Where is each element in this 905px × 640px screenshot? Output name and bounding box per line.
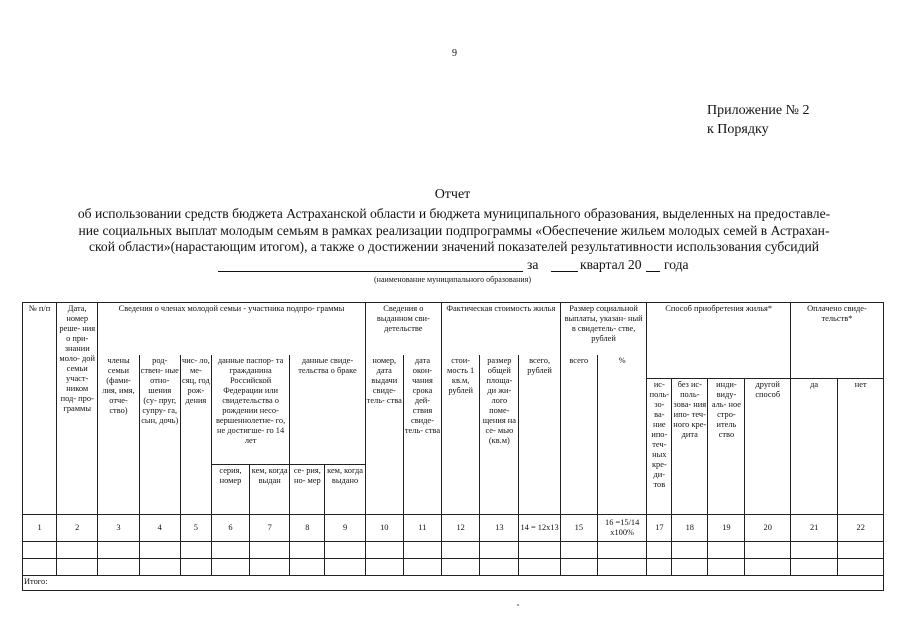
table-cell[interactable]: [98, 542, 139, 559]
column-number-cell: 8: [290, 515, 325, 542]
total-label: Итого:: [23, 576, 884, 591]
table-cell[interactable]: [442, 542, 480, 559]
column-number-cell: 9: [325, 515, 365, 542]
header-payment-size: Размер социальной выплаты, указан- ный в свидетель- стве, рублей: [560, 303, 647, 355]
table-cell[interactable]: [180, 559, 211, 576]
table-cell[interactable]: [23, 559, 57, 576]
header-yes: да: [790, 379, 837, 515]
header-num: № п/п: [23, 303, 57, 515]
table-cell[interactable]: [480, 559, 519, 576]
report-table: [22, 302, 884, 591]
municipality-caption: (наименование муниципального образования): [374, 275, 531, 284]
table-cell[interactable]: [790, 542, 837, 559]
header-members: члены семьи (фами- лия, имя, отче- ство): [98, 355, 139, 515]
header-no-mortgage: без ис- поль- зова- ния ипо- теч- ного кре- дита: [672, 379, 708, 515]
header-actual-cost: Фактическая стоимость жилья: [442, 303, 561, 355]
quarter-blank[interactable]: [551, 257, 578, 272]
table-cell[interactable]: [672, 559, 708, 576]
table-cell[interactable]: [708, 542, 745, 559]
header-marriage: данные свиде- тельства о браке: [290, 355, 365, 465]
column-number-cell: 7: [250, 515, 290, 542]
column-number-cell: 10: [365, 515, 403, 542]
table-cell[interactable]: [480, 542, 519, 559]
table-cell[interactable]: [57, 559, 98, 576]
header-individual: инди- виду- аль- ное стро- итель ство: [708, 379, 745, 515]
appendix-label: [707, 101, 810, 139]
column-number-cell: 11: [403, 515, 441, 542]
table-cell[interactable]: [745, 542, 790, 559]
table-cell[interactable]: [519, 542, 560, 559]
header-cert-info: Сведения о выданном сви- детельстве: [365, 303, 441, 355]
table-cell[interactable]: [403, 559, 441, 576]
header-no: нет: [838, 379, 884, 515]
table-cell[interactable]: [365, 559, 403, 576]
column-number-cell: 12: [442, 515, 480, 542]
header-method: Способ приобретения жилья*: [647, 303, 790, 379]
subtitle-line-3: ской области»(нарастающим итогом), а также о достижении значений показателей результативности использования субсидий: [88, 239, 820, 254]
column-number-cell: 1: [23, 515, 57, 542]
header-paid: Оплачено свиде- тельств*: [790, 303, 883, 379]
appendix-line-1: Приложение № 2: [707, 103, 810, 118]
table-cell[interactable]: [98, 559, 139, 576]
column-number-cell: 6: [211, 515, 249, 542]
table-cell[interactable]: [290, 559, 325, 576]
page-number: 9: [452, 48, 457, 59]
table-cell[interactable]: [139, 542, 180, 559]
municipality-blank[interactable]: [218, 257, 523, 272]
header-total-rub: всего, рублей: [519, 355, 560, 515]
column-number-cell: 13: [480, 515, 519, 542]
table-cell[interactable]: [325, 542, 365, 559]
table-cell[interactable]: [647, 559, 672, 576]
table-cell[interactable]: [403, 542, 441, 559]
header-pass-series: серия, номер: [211, 465, 249, 515]
header-birth: чис- ло, ме- сяц, год рож- дения: [180, 355, 211, 515]
column-number-cell: 21: [790, 515, 837, 542]
table-cell[interactable]: [211, 559, 249, 576]
period-year-label: года: [664, 257, 689, 272]
table-cell[interactable]: [180, 542, 211, 559]
table-row: [23, 559, 884, 576]
table-cell[interactable]: [790, 559, 837, 576]
column-number-cell: 18: [672, 515, 708, 542]
column-number-cell: 5: [180, 515, 211, 542]
header-pay-total: всего: [560, 355, 597, 515]
table-row: [23, 542, 884, 559]
column-numbers-row: [23, 515, 884, 542]
table-cell[interactable]: [519, 559, 560, 576]
period-for-label: за: [527, 257, 539, 272]
year-blank[interactable]: [646, 257, 660, 272]
table-cell[interactable]: [708, 559, 745, 576]
table-cell[interactable]: [57, 542, 98, 559]
header-mar-series: се- рия, но- мер: [290, 465, 325, 515]
report-title: Отчет: [434, 187, 471, 202]
appendix-line-2: к Порядку: [707, 122, 769, 137]
table-cell[interactable]: [838, 559, 884, 576]
column-number-cell: 2: [57, 515, 98, 542]
column-number-cell: 20: [745, 515, 790, 542]
table-cell[interactable]: [250, 542, 290, 559]
header-area: размер общей площа- ди жи- лого поме- щения на се- мью (кв.м): [480, 355, 519, 515]
header-mortgage: ис- поль- зо- ва- ние ипо- теч- ных кре- ди- тов: [647, 379, 672, 515]
table-cell[interactable]: [745, 559, 790, 576]
table-cell[interactable]: [250, 559, 290, 576]
table-cell[interactable]: [365, 542, 403, 559]
scan-speck: [517, 604, 519, 606]
header-other: другой способ: [745, 379, 790, 515]
table-cell[interactable]: [647, 542, 672, 559]
report-subtitle: [30, 206, 878, 256]
header-cert-expiry: дата окон- чания срока дей- ствия свиде- тель- ства: [403, 355, 441, 515]
header-date: Дата, номер реше- ния о при- знании моло- дой семьи участ- ником под- про- граммы: [57, 303, 98, 515]
header-pass-issued: кем, когда выдан: [250, 465, 290, 515]
header-mar-issued: кем, когда выдано: [325, 465, 365, 515]
header-cert-number: номер, дата выдачи свиде- тель- ства: [365, 355, 403, 515]
column-number-cell: 17: [647, 515, 672, 542]
column-number-cell: 19: [708, 515, 745, 542]
header-relation: род- ствен- ные отно- шения (су- пруг, супру- га, сын, дочь): [139, 355, 180, 515]
table-cell[interactable]: [838, 542, 884, 559]
column-number-cell: 16 =15/14 х100%: [597, 515, 647, 542]
header-pay-percent: %: [597, 355, 647, 515]
table-cell[interactable]: [139, 559, 180, 576]
table-cell[interactable]: [597, 542, 647, 559]
column-number-cell: 15: [560, 515, 597, 542]
header-cost-sqm: стои- мость 1 кв.м, рублей: [442, 355, 480, 515]
period-quarter-label: квартал 20: [580, 257, 642, 272]
table-cell[interactable]: [442, 559, 480, 576]
column-number-cell: 22: [838, 515, 884, 542]
column-number-cell: 4: [139, 515, 180, 542]
table-cell[interactable]: [325, 559, 365, 576]
table-cell[interactable]: [560, 559, 597, 576]
header-passport: данные паспор- та гражданина Российской Федерации или свидетельства о рождении несо- вершеннолетне- го, не достигше- го 14 лет: [211, 355, 289, 465]
table-cell[interactable]: [672, 542, 708, 559]
column-number-cell: 14 = 12х13: [519, 515, 560, 542]
total-row: [23, 576, 884, 591]
table-cell[interactable]: [290, 542, 325, 559]
table-cell[interactable]: [597, 559, 647, 576]
subtitle-line-1: об использовании средств бюджета Астраханской области и бюджета муниципального образования, выделенных на предоставле-: [77, 206, 831, 221]
column-number-cell: 3: [98, 515, 139, 542]
header-family-info: Сведения о членах молодой семьи - участника подпро- граммы: [98, 303, 365, 355]
table-cell[interactable]: [23, 542, 57, 559]
subtitle-line-2: ние социальных выплат молодым семьям в рамках реализации подпрограммы «Обеспечение жильем молодых семей в Астрахан-: [78, 222, 830, 238]
table-cell[interactable]: [560, 542, 597, 559]
table-cell[interactable]: [211, 542, 249, 559]
